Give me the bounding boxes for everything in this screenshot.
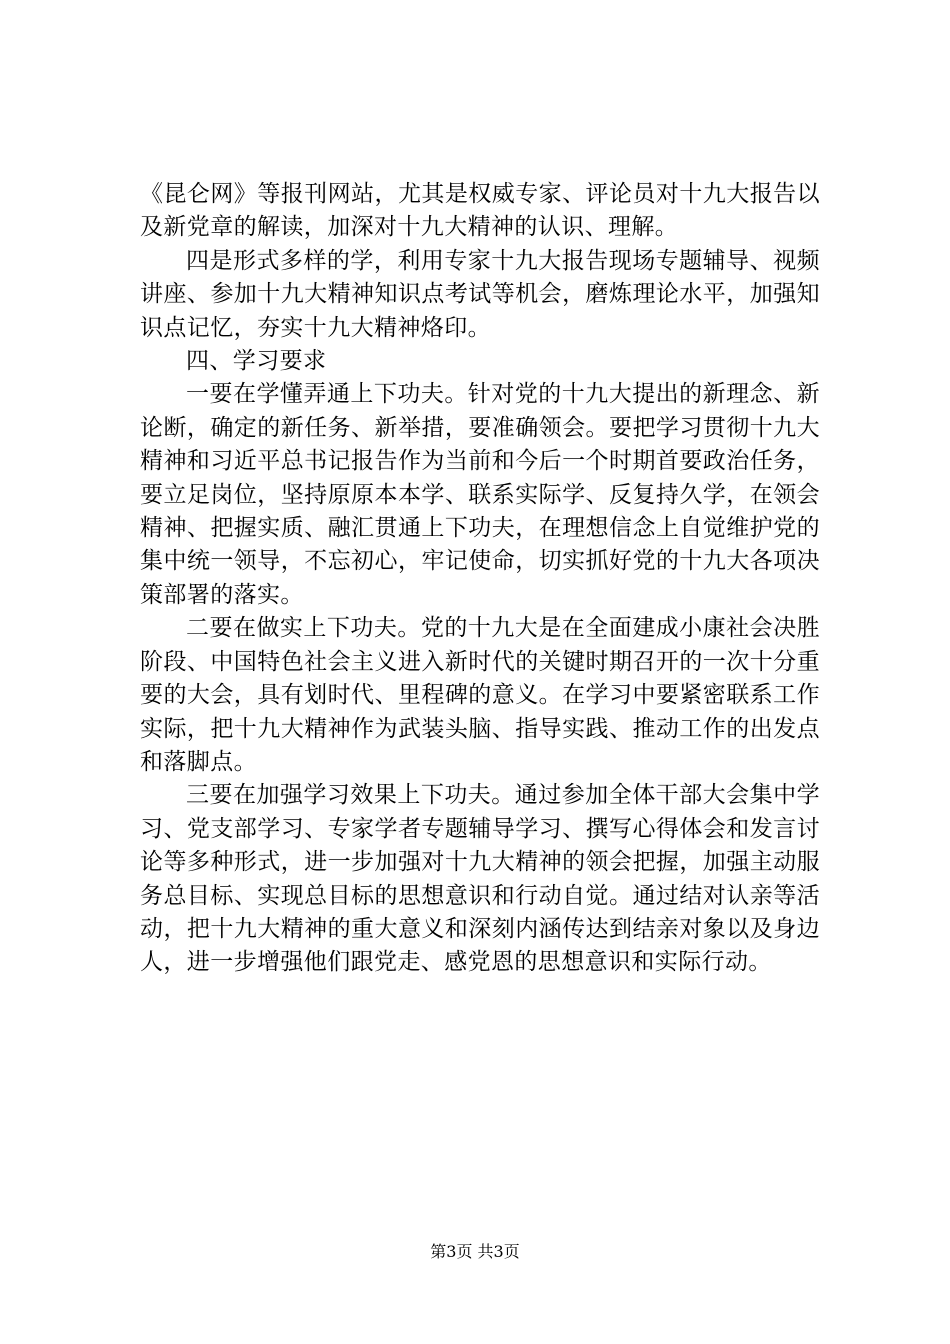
section-heading-study-requirements: 四、学习要求 [186, 348, 327, 375]
page-footer [0, 1242, 950, 1262]
paragraph-point-four: 四是形式多样的学，利用专家十九大报告现场专题辅导、视频讲座、参加十九大精神知识点考试等机会，磨炼理论水平，加强知识点记忆，夯实十九大精神烙印。 [140, 247, 820, 341]
paragraph-requirement-one: 一要在学懂弄通上下功夫。针对党的十九大提出的新理念、新论断，确定的新任务、新举措，要准确领会。要把学习贯彻十九大精神和习近平总书记报告作为当前和今后一个时期首要政治任务，要立足岗位，坚持原原本本学、联系实际学、反复持久学，在领会精神、把握实质、融汇贯通上下功夫，在理想信念上自觉维护党的集中统一领导，不忘初心，牢记使命，切实抓好党的十九大各项决策部署的落实。 [140, 381, 820, 608]
paragraph-requirement-two: 二要在做实上下功夫。党的十九大是在全面建成小康社会决胜阶段、中国特色社会主义进入新时代的关键时期召开的一次十分重要的大会，具有划时代、里程碑的意义。在学习中要紧密联系工作实际，把十九大精神作为武装头脑、指导实践、推动工作的出发点和落脚点。 [140, 615, 820, 775]
paragraph-continuation: 《昆仑网》等报刊网站，尤其是权威专家、评论员对十九大报告以及新党章的解读，加深对十九大精神的认识、理解。 [140, 181, 820, 241]
page-number-label: 第3页 共3页 [430, 1242, 520, 1261]
document-body [140, 178, 820, 980]
paragraph-requirement-three: 三要在加强学习效果上下功夫。通过参加全体干部大会集中学习、党支部学习、专家学者专题辅导学习、撰写心得体会和发言讨论等多种形式，进一步加强对十九大精神的领会把握，加强主动服务总目标、实现总目标的思想意识和行动自觉。通过结对认亲等活动，把十九大精神的重大意义和深刻内涵传达到结亲对象以及身边人，进一步增强他们跟党走、感党恩的思想意识和实际行动。 [140, 782, 820, 976]
